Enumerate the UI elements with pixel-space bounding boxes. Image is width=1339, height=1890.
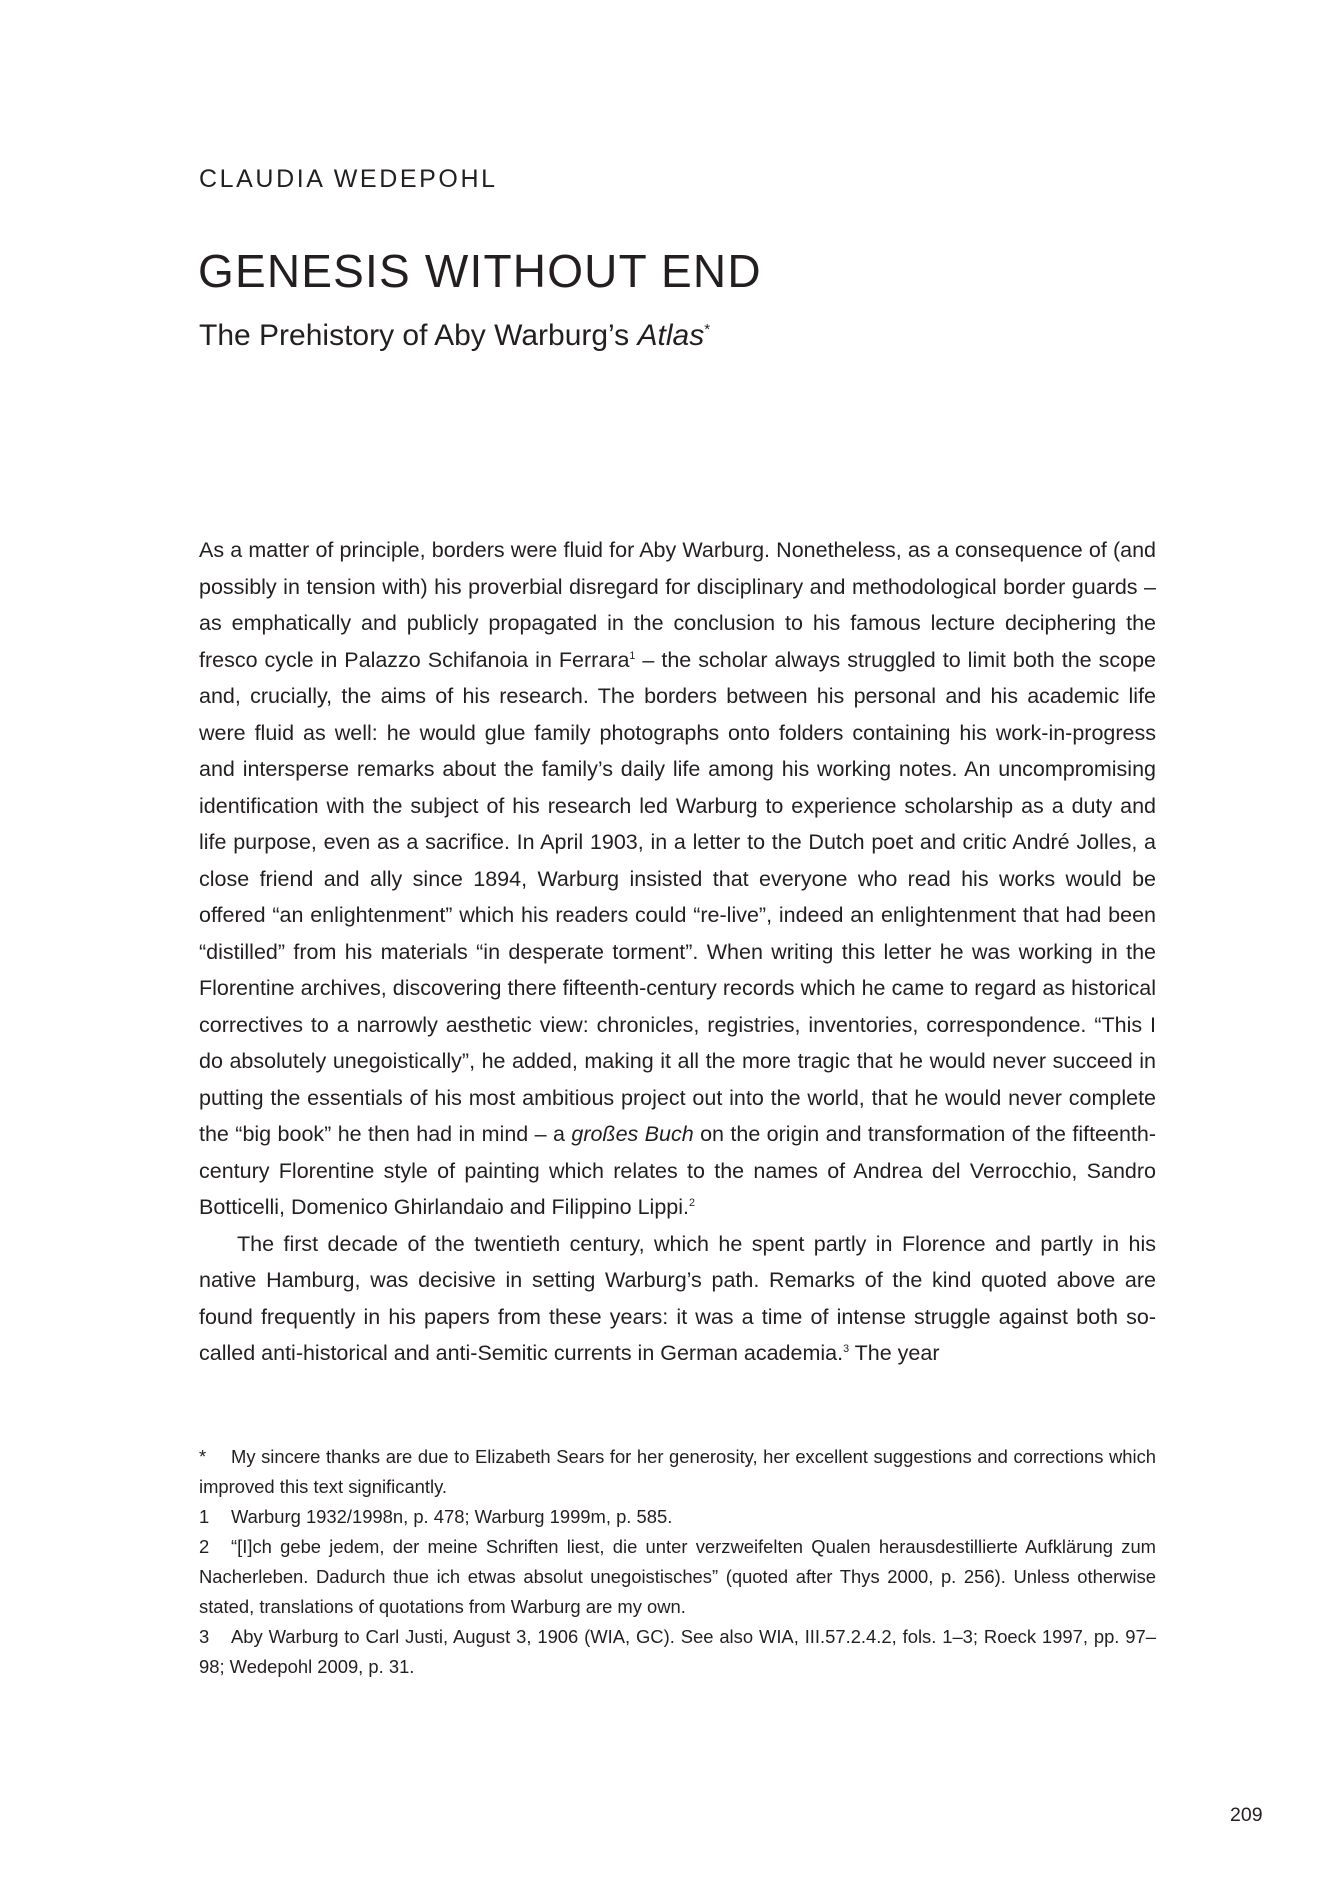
paragraph-2-part-b: The year (849, 1341, 940, 1365)
paragraph-1-part-b: – the scholar always struggled to limit both the scope and, crucially, the aims of his research. The borders between his personal and his academic life were fluid as well: he would glue family photographs onto folders containing his work-in-progress and intersperse remarks about the family’s daily life among his working notes. An uncompromising identification with the subject of his research led Warburg to experience scholarship as a duty and life purpose, even as a sacrifice. In April 1903, in a letter to the Dutch poet and critic André Jolles, a close friend and ally since 1894, Warburg insisted that everyone who read his works would be offered “an enlightenment” which his readers could “re-live”, indeed an enlightenment that had been “distilled” from his materials “in desperate torment”. When writing this letter he was working in the Florentine archives, discovering there fifteenth-century records which he came to regard as historical correctives to a narrowly aesthetic view: chronicles, registries, inventories, correspondence. “This I do absolutely unegoistically”, he added, making it all the more tragic that he would never succeed in putting the essentials of his most ambitious project out into the world, that he would never complete the “big book” he then had in mind – a (199, 647, 1156, 1146)
footnote-text: “[I]ch gebe jedem, der meine Schriften liest, die unter verzweifelten Qualen herausdestillierte Aufklärung zum Nacherleben. Dadurch thue ich etwas absolut unegoistisches” (quoted after Thys 2000, p. 256). Unless otherwise stated, translations of quotations from Warburg are my own. (199, 1536, 1156, 1617)
footnote-3 (199, 1622, 1156, 1682)
paragraph-1-part-c: on the origin and transformation of the fifteenth-century Florentine style of painting which relates to the names of Andrea del Verrocchio, Sandro Botticelli, Domenico Ghirlandaio and Filippino Lippi. (199, 1122, 1156, 1219)
footnote-text: Aby Warburg to Carl Justi, August 3, 1906 (WIA, GC). See also WIA, III.57.2.4.2, fols. 1–3; Roeck 1997, pp. 97–98; Wedepohl 2009, p. 31. (199, 1626, 1156, 1677)
footnote-2 (199, 1532, 1156, 1622)
paragraph-2 (199, 1226, 1156, 1372)
footnote-mark-star: * (704, 321, 711, 338)
footnote-ref-3[interactable]: 3 (843, 1342, 850, 1355)
footnote-text: Warburg 1932/1998n, p. 478; Warburg 1999m, p. 585. (231, 1506, 673, 1527)
paragraph-1-part-a: As a matter of principle, borders were fluid for Aby Warburg. Nonetheless, as a consequence of (and possibly in tension with) his proverbial disregard for disciplinary and methodological border guards – as emphatically and publicly propagated in the conclusion to his famous lecture deciphering the fresco cycle in Palazzo Schifanoia in Ferrara (199, 538, 1156, 672)
footnote-ref-2[interactable]: 2 (689, 1196, 695, 1209)
footnote-star (199, 1442, 1156, 1502)
footnote-text: My sincere thanks are due to Elizabeth Sears for her generosity, her excellent suggestions and corrections which improved this text significantly. (199, 1446, 1156, 1497)
paragraph-2-part-a: The first decade of the twentieth century, which he spent partly in Florence and partly in his native Hamburg, was decisive in setting Warburg’s path. Remarks of the kind quoted above are found frequently in his papers from these years: it was a time of intense struggle against both so-called anti-historical and anti-Semitic currents in German academia. (199, 1231, 1156, 1365)
footnote-number: 3 (199, 1626, 210, 1647)
footnote-number: 2 (199, 1536, 210, 1557)
footnote-number: * (199, 1446, 207, 1467)
article-subtitle (199, 318, 710, 354)
author-name: CLAUDIA WEDEPOHL (199, 165, 498, 193)
article-body (199, 532, 1156, 1372)
footnote-number: 1 (199, 1506, 210, 1527)
subtitle-text: The Prehistory of Aby Warburg’s (199, 319, 638, 352)
article-title: GENESIS WITHOUT END (198, 245, 762, 297)
paragraph-1 (199, 532, 1156, 1226)
footnotes (199, 1442, 1156, 1682)
footnote-1 (199, 1502, 1156, 1532)
paragraph-1-italic: großes Buch (571, 1122, 694, 1146)
footnote-ref-1[interactable]: 1 (629, 649, 636, 662)
subtitle-italic: Atlas (637, 319, 705, 352)
page-number: 209 (1230, 1804, 1263, 1826)
